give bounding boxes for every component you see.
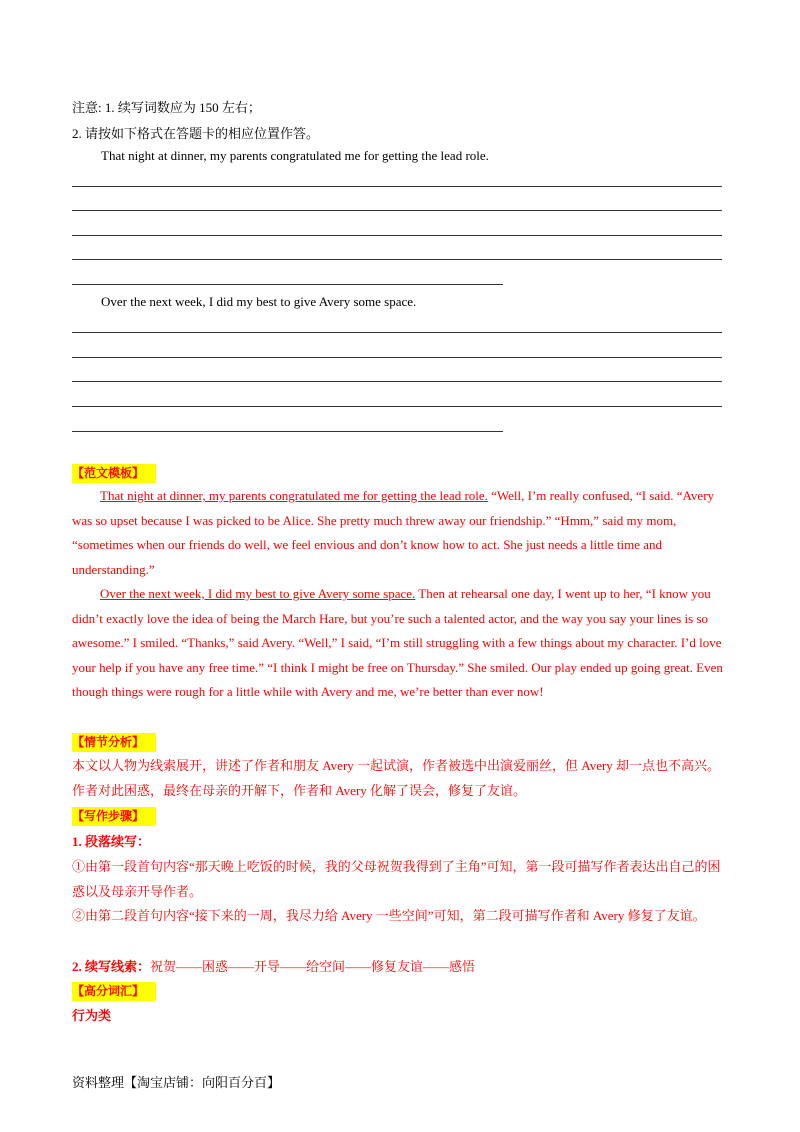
model-p2-text: Then at rehearsal one day, I went up to her, “I know you didn’t exactly love the idea of being the March Hare, but you’re such a talented actor, and the way you say your lines is so awesome.” I smiled. “Thanks,” said Avery. “Well,” I said, “I’m still struggling with a few things about my character. I’d love your help if you have any free time.” “I think I might be free on Thursday.” She smiled. Our play ended up going great. Even though things were rough for a little while with Avery and me, we’re better than ever now! [72, 586, 723, 699]
writing-line [72, 210, 722, 211]
model-p1-text: “Well, I’m really confused, “I said. “Avery was so upset because I was picked to be Alice. She pretty much threw away our friendship.” “Hmm,” said my mom, “sometimes when our friends do well, we feel envious and don’t know how to act. She just needs a little time and understanding.” [72, 488, 715, 577]
steps-item-2: ②由第二段首句内容“接下来的一周，我尽力给 Avery 一些空间”可知，第二段可描写作者和 Avery 修复了友谊。 [72, 908, 706, 923]
model-paragraph-2 [72, 582, 732, 705]
section-tag-vocab: 【高分词汇】 [72, 982, 156, 1001]
plot-analysis-text: 本文以人物为线索展开，讲述了作者和朋友 Avery 一起试演，作者被选中出演爱丽丝，但 Avery 却一点也不高兴。作者对此困惑，最终在母亲的开解下，作者和 Avery 化解了误会，修复了友谊。 [72, 758, 721, 798]
writing-line [72, 259, 722, 260]
model-p1-underlined: That night at dinner, my parents congratulated me for getting the lead role. [100, 488, 488, 503]
writing-line [72, 235, 722, 236]
writing-line [72, 431, 503, 432]
prompt-paragraph-1: That night at dinner, my parents congratulated me for getting the lead role. [101, 148, 489, 163]
note-line-1: 注意: 1. 续写词数应为 150 左右； [72, 100, 261, 115]
writing-line [72, 357, 722, 358]
writing-line [72, 186, 722, 187]
steps-heading-2-text: 祝贺——困惑——开导——给空间——修复友谊——感悟 [150, 959, 476, 974]
steps-heading-1: 1. 段落续写： [72, 834, 151, 849]
prompt-paragraph-2: Over the next week, I did my best to give Avery some space. [101, 294, 417, 309]
vocab-category: 行为类 [72, 1008, 112, 1023]
note-line-2: 2. 请按如下格式在答题卡的相应位置作答。 [72, 126, 320, 141]
steps-heading-2-label: 2. 续写线索： [72, 959, 151, 974]
writing-line [72, 406, 722, 407]
writing-line [72, 284, 503, 285]
model-p2-underlined: Over the next week, I did my best to give Avery some space. [100, 586, 416, 601]
steps-heading-2 [72, 956, 475, 975]
writing-line [72, 381, 722, 382]
section-tag-steps: 【写作步骤】 [72, 807, 156, 826]
page-footer: 资料整理【淘宝店铺：向阳百分百】 [72, 1075, 281, 1090]
section-tag-model: 【范文模板】 [72, 464, 156, 483]
section-tag-plot: 【情节分析】 [72, 733, 156, 752]
model-paragraph-1 [72, 484, 732, 582]
steps-item-1: ①由第一段首句内容“那天晚上吃饭的时候，我的父母祝贺我得到了主角”可知，第一段可描写作者表达出自己的困惑以及母亲开导作者。 [72, 859, 721, 899]
writing-line [72, 332, 722, 333]
